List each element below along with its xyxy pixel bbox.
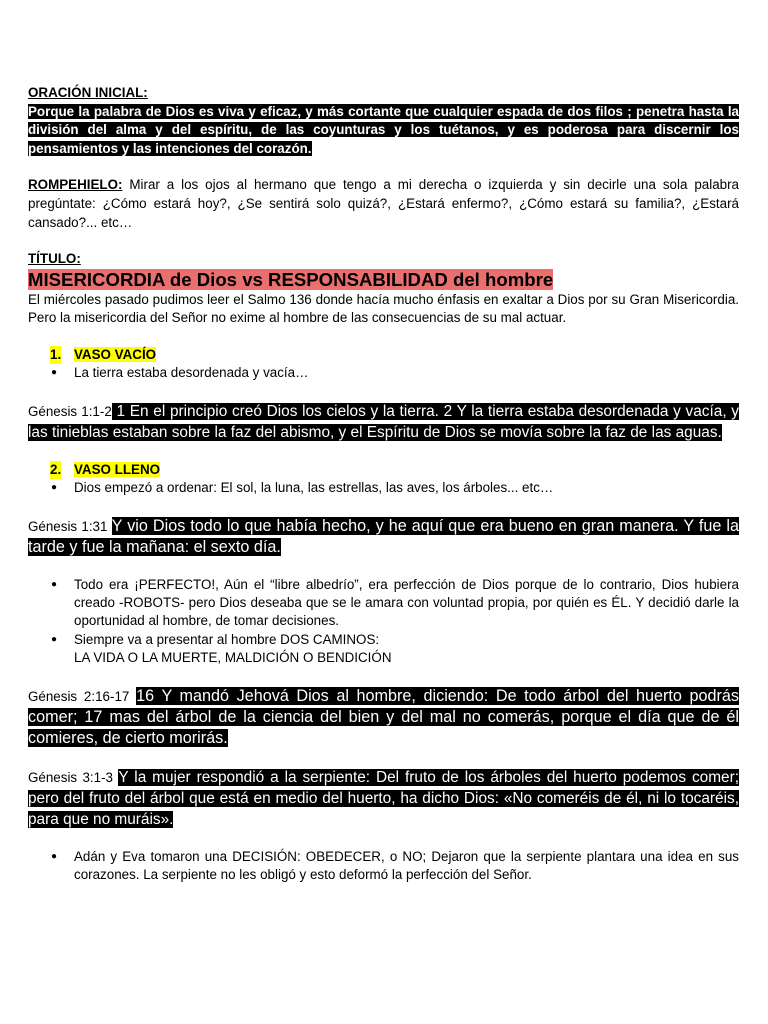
titulo-label-line	[28, 250, 739, 269]
titulo-label: TÍTULO:	[28, 251, 81, 267]
genesis-3-1-paragraph	[28, 767, 739, 830]
document-page	[28, 84, 739, 884]
genesis-2-16-paragraph	[28, 686, 739, 749]
genesis-1-31-paragraph	[28, 516, 739, 558]
genesis-1-1-ref: Génesis 1:1-2	[28, 403, 112, 419]
genesis-2-16-ref: Génesis 2:16-17	[28, 688, 137, 704]
section2-bullet: ● Dios empezó a ordenar: El sol, la luna, las estrellas, las aves, los árboles... etc…	[74, 479, 739, 497]
section1-list	[28, 346, 739, 364]
perfecto-bullet: ● Todo era ¡PERFECTO!, Aún el “libre albedrío”, era perfección de Dios porque de lo contrario, Dios hubiera creado -ROBOTS- pero Dios deseaba que se le amara con voluntad propia, por quién es ÉL. Y decidió darle la oportunidad al hombre, de tomar decisiones.	[74, 576, 739, 631]
section1-bullets	[28, 364, 739, 382]
rompehielo-text: Mirar a los ojos al hermano que tengo a mi derecha o izquierda y sin decirle una sola palabra pregúntate: ¿Cómo estará hoy?, ¿Se sentirá solo quizá?, ¿Estará enfermo?, ¿Cómo estará su familia?, ¿Estará cansado?... etc…	[28, 177, 739, 230]
decision-bullet: ● Adán y Eva tomaron una DECISIÓN: OBEDECER, o NO; Dejaron que la serpiente plantara una idea en sus corazones. La serpiente no les obligó y esto deformó la perfección del Señor.	[74, 848, 739, 885]
rompehielo-paragraph	[28, 176, 739, 232]
genesis-2-16-verse: 16 Y mandó Jehová Dios al hombre, diciendo: De todo árbol del huerto podrás comer; 17 mas del árbol de la ciencia del bien y del mal no comerás, porque el día que de él comieres, de cierto morirás.	[28, 686, 739, 747]
genesis-1-1-verse: 1 En el principio creó Dios los cielos y la tierra. 2 Y la tierra estaba desordenada y vacía, y las tinieblas estaban sobre la faz del abismo, y el Espíritu de Dios se movía sobre la faz de las aguas.	[28, 402, 740, 441]
section2-heading: 2. VASO LLENO	[74, 461, 739, 479]
oracion-heading: ORACIÓN INICIAL:	[28, 85, 148, 100]
genesis-1-1-paragraph	[28, 401, 739, 443]
caminos-text: LA VIDA O LA MUERTE, MALDICIÓN O BENDICIÓN	[74, 650, 392, 666]
oracion-text: Porque la palabra de Dios es viva y eficaz, y más cortante que cualquier espada de dos filos ; penetra hasta la división del alma y del espíritu, de las coyunturas y los tuétanos, y es poderosa para discernir los pensamientos y las intenciones del corazón.	[28, 103, 739, 156]
genesis-3-1-ref: Génesis 3:1-3	[28, 769, 119, 785]
intro-paragraph: El miércoles pasado pudimos leer el Salmo 136 donde hacía mucho énfasis en exaltar a Dios por su Gran Misericordia. Pero la misericordia del Señor no exime al hombre de las consecuencias de su mal actuar.	[28, 291, 739, 326]
final-bullets	[28, 848, 739, 885]
genesis-1-31-verse: Y vio Dios todo lo que había hecho, y he aquí que era bueno en gran manera. Y fue la tarde y fue la mañana: el sexto día.	[28, 516, 739, 556]
section2-list	[28, 461, 739, 479]
section1-heading: 1. VASO VACÍO	[74, 346, 739, 364]
genesis-1-31-ref: Génesis 1:31	[28, 518, 112, 534]
caminos-bullet: ● Siempre va a presentar al hombre DOS CAMINOS: LA VIDA O LA MUERTE, MALDICIÓN O BENDICIÓN	[74, 631, 739, 668]
rompehielo-label: ROMPEHIELO:	[28, 177, 123, 193]
section1-bullet: ● La tierra estaba desordenada y vacía…	[74, 364, 739, 382]
main-title: MISERICORDIA de Dios vs RESPONSABILIDAD del hombre	[28, 268, 554, 290]
genesis-3-1-verse: Y la mujer respondió a la serpiente: Del fruto de los árboles del huerto podemos comer; pero del fruto del árbol que está en medio del huerto, ha dicho Dios: «No comeréis de él, ni lo tocaréis, para que no muráis».	[28, 768, 739, 828]
section2-more-bullets	[28, 576, 739, 668]
section2-bullets	[28, 479, 739, 497]
